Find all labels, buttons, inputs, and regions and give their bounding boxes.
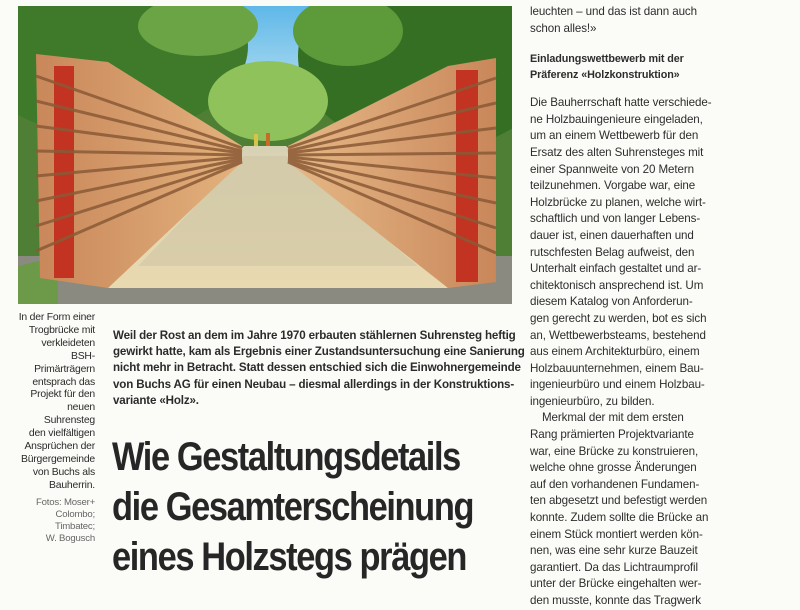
lead-paragraph [113, 328, 525, 409]
body-line: nen, was eine sehr kurze Bauzeit [530, 544, 698, 558]
body-line: Unterhalt einfach gestaltet und ar- [530, 262, 702, 276]
body-line: Rang prämierten Projektvariante [530, 428, 694, 442]
body-line: schon alles!» [530, 21, 597, 35]
caption-line: In der Form einer [18, 312, 95, 323]
subheading-line: Präferenz «Holzkonstruktion» [530, 69, 680, 82]
caption-line: Bürgergemeinde [20, 453, 95, 465]
body-line: garantiert. Da das Lichtraumprofil [530, 560, 699, 574]
headline-line: Wie Gestaltungsdetails [112, 435, 460, 479]
headline-line: eines Holzstegs prägen [112, 535, 466, 579]
subheading-line: Einladungswettbewerb mit der [530, 53, 684, 66]
body-line: rutschfesten Belag aufweist, den [530, 245, 695, 259]
caption-line: Bauherrin. [49, 479, 95, 491]
body-line: Ersatz des alten Suhrensteges mit [530, 145, 704, 159]
credit-line: Timbatec; [55, 520, 95, 532]
bridge-illustration [18, 6, 512, 304]
body-line: ingenieurbüro, zu bilden. [530, 394, 655, 408]
bridge-photo [18, 6, 512, 304]
body-line: aus einem Architekturbüro, einem [530, 345, 700, 359]
headline-line: die Gesamterscheinung [112, 485, 474, 529]
body-line: ten abgesetzt und befestigt werden [530, 494, 708, 508]
caption-line: verkleideten BSH- [41, 337, 95, 362]
body-line: den musste, konnte das Tragwerk [530, 594, 701, 607]
body-line: gen gerecht zu werden, bot es sich [530, 311, 707, 325]
body-line: teilzunehmen. Vorgabe war, eine [530, 179, 696, 193]
body-line: einer Spannweite von 20 Metern [530, 162, 694, 176]
body-paragraph-1 [530, 95, 722, 410]
lead-line: variante «Holz». [113, 393, 199, 407]
body-line: leuchten – und das ist dann auch [530, 5, 697, 18]
body-line: um an einem Wettbewerb für den [530, 129, 699, 143]
caption-line: den vielfältigen [28, 428, 95, 440]
article-headline [112, 432, 474, 582]
body-line: Holzbauunternehmen, einem Bau- [530, 361, 704, 375]
credit-line: W. Bogusch [45, 532, 95, 544]
body-line: ingenieurbüro und einem Holzbau- [530, 378, 705, 392]
body-line: dauer ist, einen dauerhaften und [530, 228, 694, 242]
caption-line: neuen Suhrensteg [43, 402, 95, 427]
body-line: Die Bauherrschaft hatte verschiede- [530, 96, 712, 110]
caption-line: entsprach das [32, 376, 95, 388]
caption-line: Trogbrücke mit [28, 324, 95, 336]
body-line: welche ohne grosse Änderungen [530, 461, 697, 475]
caption-line: von Buchs als [32, 466, 95, 478]
body-line: auf den vorhandenen Fundamen- [530, 477, 700, 491]
lead-line: nicht mehr in Betracht. Statt dessen entschied sich die Einwohnergemeinde [113, 361, 521, 375]
section-subheading [530, 51, 722, 83]
intro-paragraph [530, 4, 722, 37]
caption-line: Primärträgern [34, 363, 95, 375]
right-column [530, 4, 722, 610]
body-line: schaftlich und von langer Lebens- [530, 212, 701, 226]
body-line: Holzbrücke zu planen, welche wirt- [530, 195, 706, 209]
photo-credit [18, 497, 95, 545]
body-line: war, eine Brücke zu konstruieren, [530, 444, 699, 458]
credit-line: Fotos: Moser+ [36, 496, 95, 508]
body-line: ne Holzbauingenieure eingeladen, [530, 112, 703, 126]
body-line: konnte. Zudem sollte die Brücke an [530, 511, 709, 525]
lead-line: gewirkt hatte, kam als Ergebnis einer Zustandsuntersuchung eine Sanierung [113, 345, 525, 359]
caption-line: Projekt für den [30, 389, 95, 401]
body-line: unter der Brücke eingehalten wer- [530, 577, 702, 591]
caption-text [18, 312, 95, 493]
body-line: einem Stück montiert werden kön- [530, 527, 703, 541]
credit-line: Colombo; [55, 508, 95, 520]
body-line: chitektonisch ansprechend ist. Um [530, 278, 704, 292]
body-line: Merkmal der mit dem ersten [542, 411, 684, 425]
body-line: diesem Katalog von Anforderun- [530, 295, 693, 309]
photo-caption [18, 312, 95, 545]
caption-line: Ansprüchen der [24, 441, 95, 453]
lead-line: Weil der Rost an dem im Jahre 1970 erbauten stählernen Suhrensteg heftig [113, 329, 516, 342]
body-line: an, Wettbewerbsteams, bestehend [530, 328, 706, 342]
body-paragraph-2 [530, 410, 722, 609]
lead-line: von Buchs AG für einen Neubau – diesmal allerdings in der Konstruktions- [113, 377, 515, 391]
